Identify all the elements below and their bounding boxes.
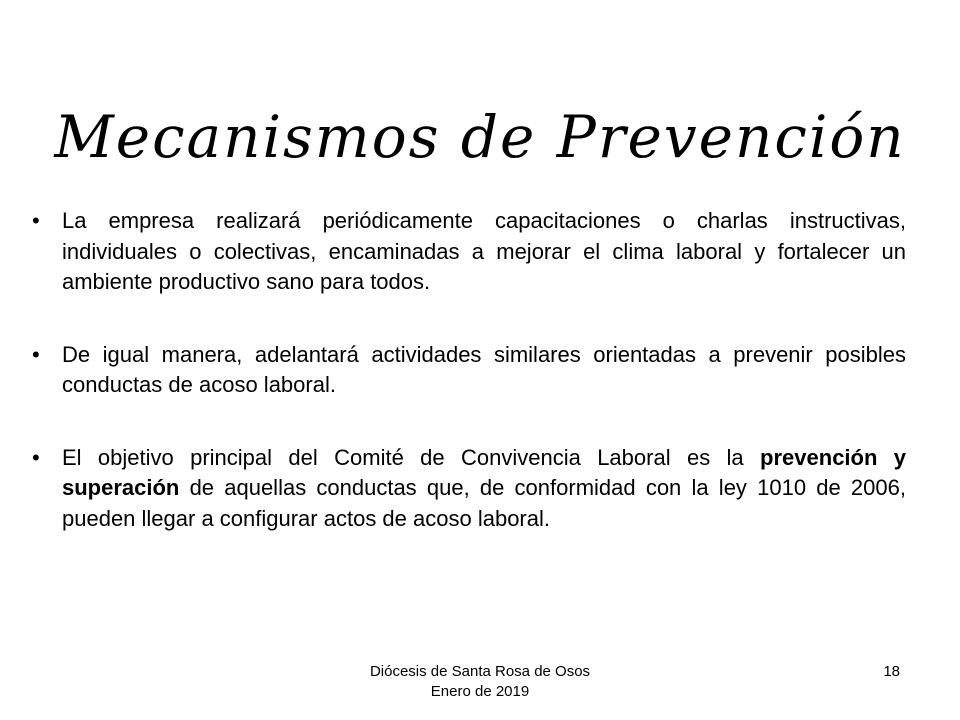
- bullet-item-3: [32, 443, 906, 535]
- footer-text: [280, 662, 680, 702]
- page-number: 18: [883, 663, 900, 680]
- bullet-text-1: La empresa realizará periódicamente capacitaciones o charlas instructivas, individuales o colectivas, encaminadas a mejorar el clima laboral y fortalecer un ambiente productivo sano para todos.: [62, 208, 906, 294]
- footer-date: Enero de 2019: [430, 683, 530, 700]
- footer-organization: Diócesis de Santa Rosa de Osos: [369, 663, 591, 680]
- bullet-text-3b: de aquellas conductas que, de conformidad con la ley 1010 de 2006, pueden llegar a configurar actos de acoso laboral.: [62, 475, 906, 531]
- bullet-dot-icon: •: [32, 444, 40, 470]
- bullet-dot-icon: •: [32, 341, 40, 367]
- bullet-text-2: De igual manera, adelantará actividades similares orientadas a prevenir posibles conductas de acoso laboral.: [62, 341, 906, 397]
- bullet-list: [32, 206, 906, 576]
- slide-title: Mecanismos de Prevención: [54, 103, 906, 171]
- bullet-dot-icon: •: [32, 208, 40, 233]
- bullet-text-3a: El objetivo principal del Comité de Convivencia Laboral es la: [62, 444, 761, 470]
- bullet-item-1: [32, 206, 906, 298]
- bullet-item-2: [32, 340, 906, 401]
- bullet-text-3-emphasis: prevención y superación: [62, 444, 907, 500]
